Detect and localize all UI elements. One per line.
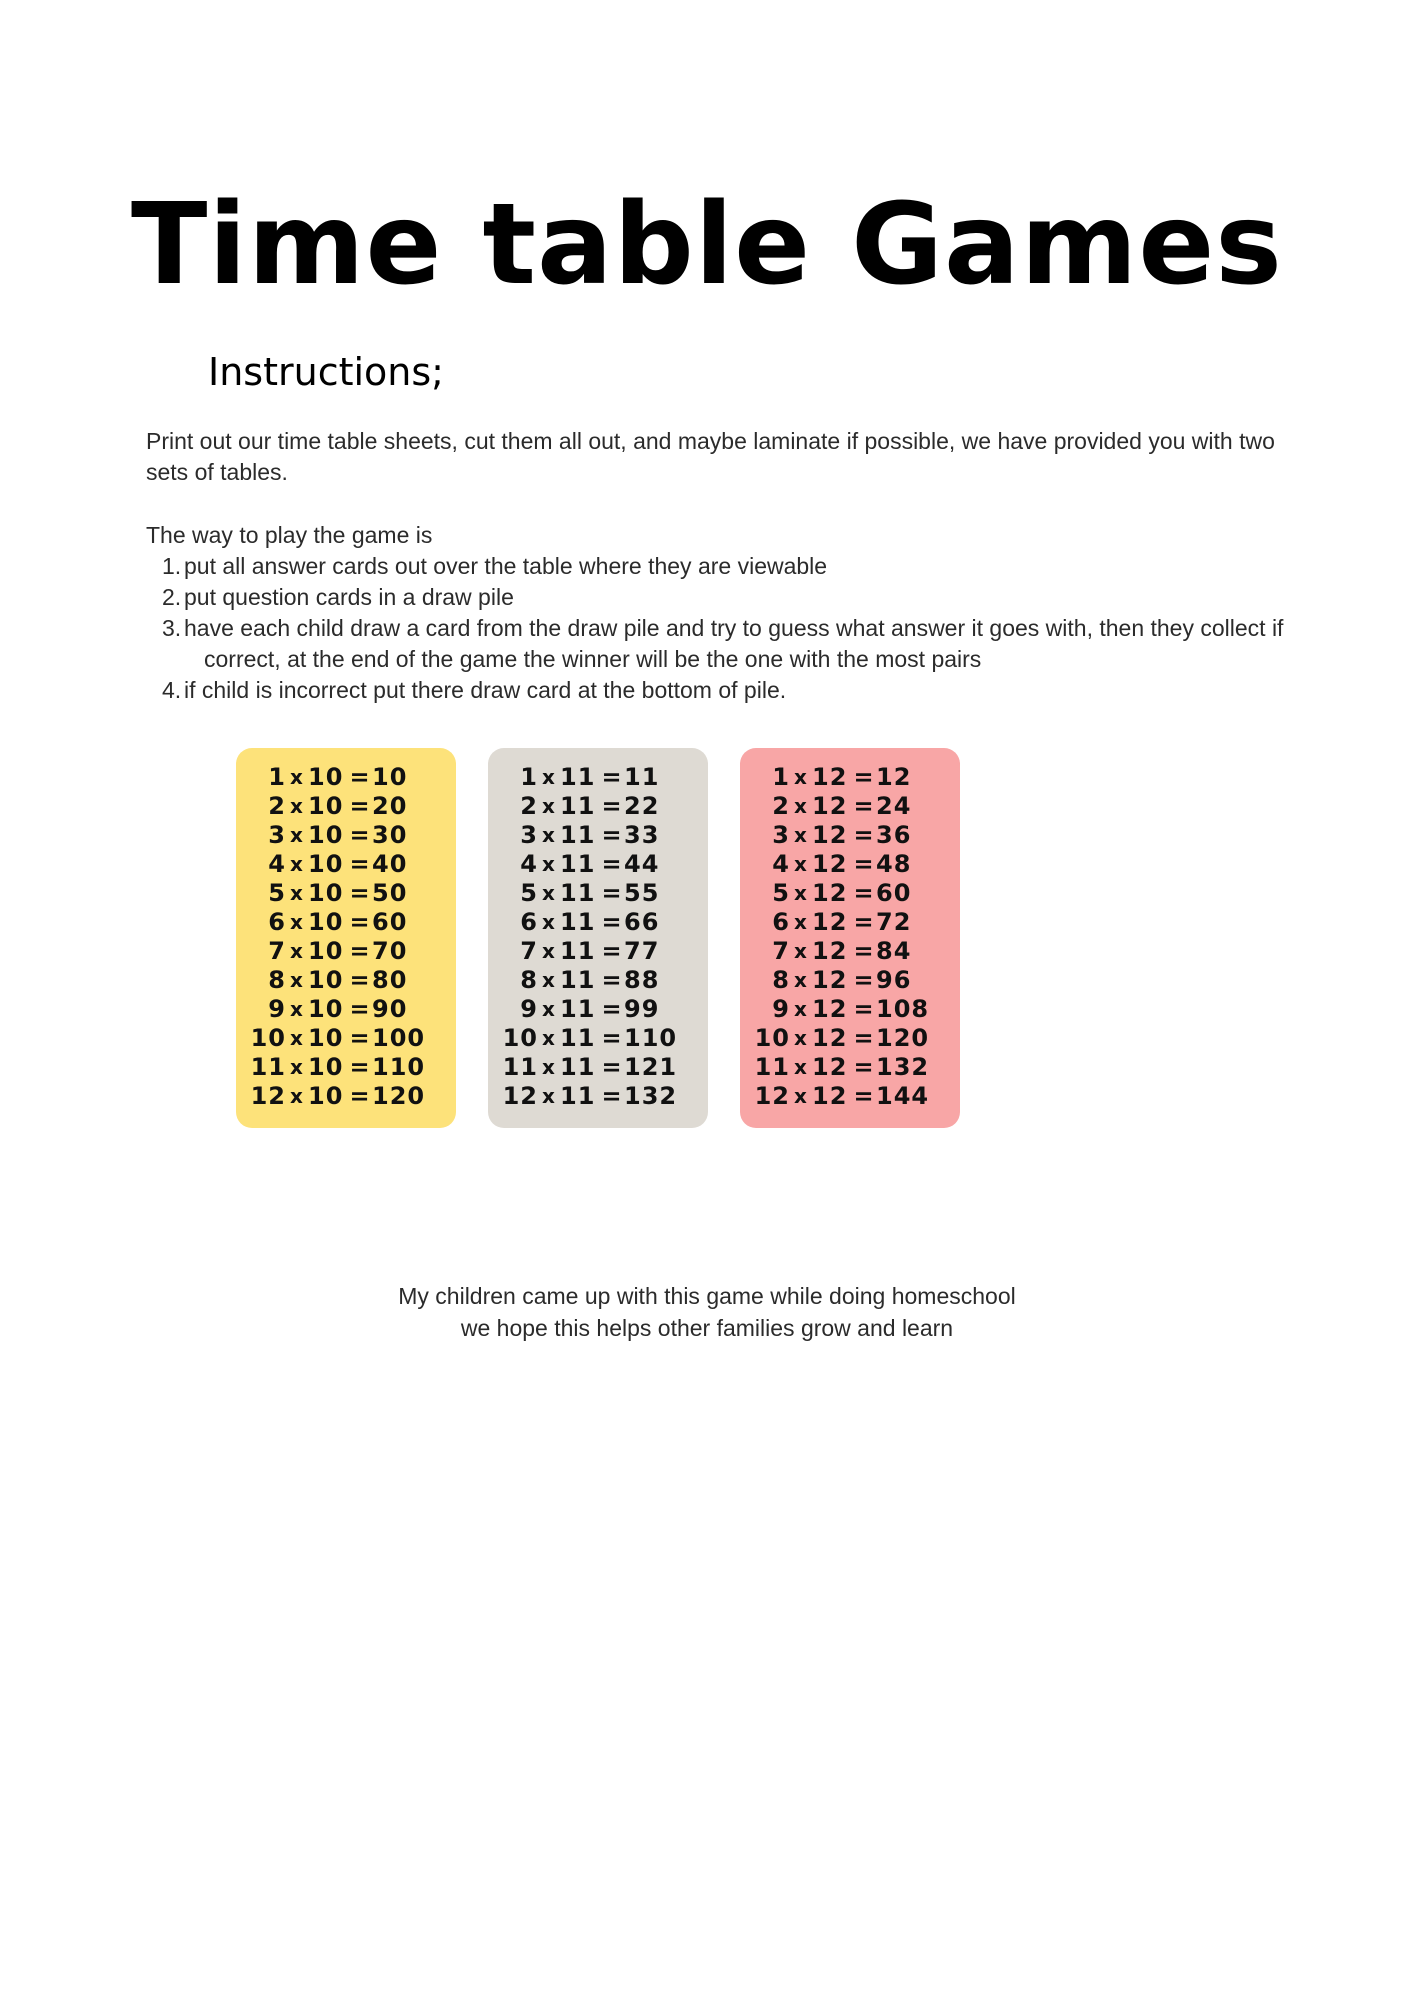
product: 72	[876, 908, 912, 936]
product: 10	[372, 763, 408, 791]
equals-sign: =	[349, 850, 371, 878]
times-sign: x	[290, 765, 304, 789]
product: 22	[624, 792, 660, 820]
multiplier: 12	[812, 995, 848, 1023]
step-text: put all answer cards out over the table where they are viewable	[184, 553, 828, 579]
step-item	[146, 613, 1296, 675]
equals-sign: =	[601, 966, 623, 994]
multiplier: 11	[560, 850, 596, 878]
multiplicand: 9	[520, 995, 538, 1023]
equals-sign: =	[349, 821, 371, 849]
times-table-card-10	[236, 748, 456, 1128]
equation-row	[496, 1024, 700, 1053]
step-item	[146, 675, 1296, 706]
multiplicand: 7	[520, 937, 538, 965]
product: 30	[372, 821, 408, 849]
multiplicand: 1	[268, 763, 286, 791]
equation-row	[496, 792, 700, 821]
equation-row	[496, 908, 700, 937]
equation-row	[244, 1082, 448, 1111]
multiplier: 11	[560, 792, 596, 820]
product: 120	[372, 1082, 426, 1110]
equation-row	[496, 995, 700, 1024]
product: 132	[624, 1082, 678, 1110]
product: 55	[624, 879, 660, 907]
times-sign: x	[290, 1084, 304, 1108]
multiplicand: 3	[772, 821, 790, 849]
multiplier: 11	[560, 879, 596, 907]
product: 110	[624, 1024, 678, 1052]
times-sign: x	[542, 968, 556, 992]
steps-list	[146, 551, 1296, 706]
times-sign: x	[794, 939, 808, 963]
product: 80	[372, 966, 408, 994]
product: 99	[624, 995, 660, 1023]
step-number: 2.	[162, 584, 182, 610]
multiplier: 10	[308, 792, 344, 820]
multiplicand: 12	[754, 1082, 790, 1110]
footer-line-2: we hope this helps other families grow and learn	[460, 1315, 954, 1341]
equation-row	[496, 1082, 700, 1111]
equals-sign: =	[853, 1082, 875, 1110]
step-number: 4.	[162, 677, 182, 703]
equals-sign: =	[853, 1024, 875, 1052]
product: 144	[876, 1082, 930, 1110]
times-sign: x	[290, 852, 304, 876]
multiplicand: 6	[772, 908, 790, 936]
multiplier: 10	[308, 908, 344, 936]
multiplier: 12	[812, 908, 848, 936]
multiplier: 11	[560, 908, 596, 936]
multiplicand: 4	[772, 850, 790, 878]
multiplicand: 10	[754, 1024, 790, 1052]
equals-sign: =	[853, 937, 875, 965]
product: 66	[624, 908, 660, 936]
equation-row	[748, 908, 952, 937]
equals-sign: =	[601, 763, 623, 791]
multiplier: 11	[560, 937, 596, 965]
multiplier: 11	[560, 1082, 596, 1110]
times-sign: x	[794, 852, 808, 876]
multiplicand: 5	[772, 879, 790, 907]
equation-row	[748, 879, 952, 908]
equation-row	[244, 821, 448, 850]
multiplicand: 2	[268, 792, 286, 820]
times-sign: x	[290, 939, 304, 963]
multiplicand: 8	[520, 966, 538, 994]
times-sign: x	[542, 1026, 556, 1050]
equals-sign: =	[601, 1053, 623, 1081]
equals-sign: =	[349, 995, 371, 1023]
product: 40	[372, 850, 408, 878]
equals-sign: =	[853, 763, 875, 791]
card-rows	[244, 763, 448, 1111]
product: 100	[372, 1024, 426, 1052]
multiplicand: 12	[250, 1082, 286, 1110]
multiplicand: 1	[520, 763, 538, 791]
multiplicand: 7	[268, 937, 286, 965]
multiplier: 10	[308, 937, 344, 965]
multiplier: 12	[812, 792, 848, 820]
multiplier: 10	[308, 850, 344, 878]
multiplier: 12	[812, 879, 848, 907]
times-sign: x	[290, 823, 304, 847]
equals-sign: =	[349, 792, 371, 820]
equation-row	[496, 1053, 700, 1082]
equation-row	[244, 1053, 448, 1082]
multiplier: 11	[560, 821, 596, 849]
multiplicand: 7	[772, 937, 790, 965]
multiplicand: 3	[268, 821, 286, 849]
multiplicand: 11	[250, 1053, 286, 1081]
equation-row	[748, 995, 952, 1024]
equals-sign: =	[349, 1024, 371, 1052]
multiplier: 12	[812, 1024, 848, 1052]
times-sign: x	[542, 1084, 556, 1108]
multiplier: 10	[308, 763, 344, 791]
equals-sign: =	[349, 763, 371, 791]
multiplier: 10	[308, 879, 344, 907]
step-text: if child is incorrect put there draw card at the bottom of pile.	[184, 677, 787, 703]
times-sign: x	[794, 910, 808, 934]
times-sign: x	[794, 997, 808, 1021]
equation-row	[748, 821, 952, 850]
equation-row	[748, 850, 952, 879]
equals-sign: =	[601, 1082, 623, 1110]
equals-sign: =	[853, 995, 875, 1023]
times-sign: x	[542, 852, 556, 876]
product: 84	[876, 937, 912, 965]
product: 77	[624, 937, 660, 965]
equation-row	[244, 995, 448, 1024]
equals-sign: =	[853, 1053, 875, 1081]
equation-row	[748, 763, 952, 792]
product: 88	[624, 966, 660, 994]
multiplicand: 5	[268, 879, 286, 907]
multiplicand: 12	[502, 1082, 538, 1110]
equation-row	[748, 937, 952, 966]
multiplicand: 3	[520, 821, 538, 849]
times-sign: x	[290, 910, 304, 934]
equation-row	[244, 966, 448, 995]
times-sign: x	[794, 881, 808, 905]
multiplier: 10	[308, 1024, 344, 1052]
multiplier: 12	[812, 966, 848, 994]
product: 132	[876, 1053, 930, 1081]
product: 60	[372, 908, 408, 936]
product: 36	[876, 821, 912, 849]
times-sign: x	[794, 1026, 808, 1050]
equals-sign: =	[601, 995, 623, 1023]
footer-line-1: My children came up with this game while doing homeschool	[398, 1283, 1016, 1309]
equation-row	[496, 937, 700, 966]
equation-row	[244, 792, 448, 821]
times-table-card-11	[488, 748, 708, 1128]
equation-row	[244, 908, 448, 937]
product: 90	[372, 995, 408, 1023]
times-table-card-12	[740, 748, 960, 1128]
equation-row	[496, 763, 700, 792]
equation-row	[496, 821, 700, 850]
equals-sign: =	[853, 792, 875, 820]
equals-sign: =	[601, 1024, 623, 1052]
multiplier: 12	[812, 850, 848, 878]
equals-sign: =	[601, 879, 623, 907]
product: 50	[372, 879, 408, 907]
equation-row	[748, 792, 952, 821]
multiplier: 12	[812, 1053, 848, 1081]
times-sign: x	[542, 1055, 556, 1079]
multiplicand: 9	[268, 995, 286, 1023]
equals-sign: =	[349, 908, 371, 936]
multiplicand: 1	[772, 763, 790, 791]
product: 12	[876, 763, 912, 791]
multiplicand: 2	[520, 792, 538, 820]
multiplicand: 11	[754, 1053, 790, 1081]
multiplier: 10	[308, 1082, 344, 1110]
equation-row	[496, 850, 700, 879]
equation-row	[748, 1024, 952, 1053]
times-sign: x	[290, 881, 304, 905]
equation-row	[244, 1024, 448, 1053]
equals-sign: =	[349, 1082, 371, 1110]
equals-sign: =	[853, 821, 875, 849]
multiplier: 11	[560, 995, 596, 1023]
multiplicand: 5	[520, 879, 538, 907]
product: 120	[876, 1024, 930, 1052]
equals-sign: =	[601, 850, 623, 878]
equation-row	[496, 966, 700, 995]
multiplicand: 9	[772, 995, 790, 1023]
multiplier: 11	[560, 966, 596, 994]
multiplicand: 8	[772, 966, 790, 994]
times-sign: x	[542, 823, 556, 847]
multiplicand: 8	[268, 966, 286, 994]
multiplier: 12	[812, 821, 848, 849]
product: 60	[876, 879, 912, 907]
multiplicand: 4	[520, 850, 538, 878]
multiplicand: 6	[520, 908, 538, 936]
step-number: 3.	[162, 615, 182, 641]
multiplier: 11	[560, 1053, 596, 1081]
multiplier: 10	[308, 1053, 344, 1081]
product: 110	[372, 1053, 426, 1081]
equals-sign: =	[349, 1053, 371, 1081]
multiplier: 11	[560, 763, 596, 791]
way-to-play-intro: The way to play the game is	[146, 522, 433, 548]
step-text: have each child draw a card from the draw pile and try to guess what answer it goes with, then they collect if correct, at the end of the game the winner will be the one with the most pairs	[184, 615, 1284, 672]
product: 11	[624, 763, 660, 791]
times-sign: x	[794, 968, 808, 992]
times-sign: x	[794, 823, 808, 847]
step-number: 1.	[162, 553, 182, 579]
multiplicand: 2	[772, 792, 790, 820]
equals-sign: =	[853, 966, 875, 994]
equals-sign: =	[601, 937, 623, 965]
times-sign: x	[542, 765, 556, 789]
multiplicand: 11	[502, 1053, 538, 1081]
multiplier: 12	[812, 937, 848, 965]
equals-sign: =	[853, 850, 875, 878]
times-sign: x	[290, 968, 304, 992]
multiplier: 10	[308, 966, 344, 994]
multiplicand: 10	[250, 1024, 286, 1052]
multiplicand: 6	[268, 908, 286, 936]
card-rows	[748, 763, 952, 1111]
product: 44	[624, 850, 660, 878]
equals-sign: =	[349, 966, 371, 994]
equals-sign: =	[601, 821, 623, 849]
multiplier: 10	[308, 821, 344, 849]
multiplier: 11	[560, 1024, 596, 1052]
equals-sign: =	[853, 879, 875, 907]
times-sign: x	[542, 939, 556, 963]
step-text: put question cards in a draw pile	[184, 584, 514, 610]
equals-sign: =	[853, 908, 875, 936]
equation-row	[496, 879, 700, 908]
equals-sign: =	[349, 937, 371, 965]
product: 121	[624, 1053, 678, 1081]
product: 48	[876, 850, 912, 878]
product: 24	[876, 792, 912, 820]
step-item	[146, 582, 1296, 613]
product: 96	[876, 966, 912, 994]
product: 33	[624, 821, 660, 849]
equation-row	[748, 1053, 952, 1082]
times-sign: x	[794, 765, 808, 789]
instructions-heading: Instructions;	[208, 350, 444, 394]
times-sign: x	[290, 1026, 304, 1050]
equals-sign: =	[349, 879, 371, 907]
times-sign: x	[794, 794, 808, 818]
times-sign: x	[542, 997, 556, 1021]
equation-row	[244, 763, 448, 792]
equation-row	[244, 850, 448, 879]
multiplier: 12	[812, 763, 848, 791]
page-title: Time table Games	[131, 180, 1283, 310]
multiplicand: 4	[268, 850, 286, 878]
equation-row	[748, 1082, 952, 1111]
times-sign: x	[290, 1055, 304, 1079]
card-rows	[496, 763, 700, 1111]
multiplier: 12	[812, 1082, 848, 1110]
footer-note	[0, 1280, 1414, 1344]
times-sign: x	[542, 910, 556, 934]
product: 20	[372, 792, 408, 820]
times-sign: x	[542, 881, 556, 905]
intro-paragraph: Print out our time table sheets, cut them all out, and maybe laminate if possible, we have provided you with two sets of tables.	[146, 428, 1275, 485]
times-sign: x	[794, 1084, 808, 1108]
equation-row	[244, 937, 448, 966]
times-sign: x	[290, 794, 304, 818]
product: 108	[876, 995, 930, 1023]
step-item	[146, 551, 1296, 582]
multiplier: 10	[308, 995, 344, 1023]
times-sign: x	[290, 997, 304, 1021]
times-sign: x	[542, 794, 556, 818]
equation-row	[748, 966, 952, 995]
equals-sign: =	[601, 792, 623, 820]
equation-row	[244, 879, 448, 908]
product: 70	[372, 937, 408, 965]
multiplicand: 10	[502, 1024, 538, 1052]
times-sign: x	[794, 1055, 808, 1079]
equals-sign: =	[601, 908, 623, 936]
